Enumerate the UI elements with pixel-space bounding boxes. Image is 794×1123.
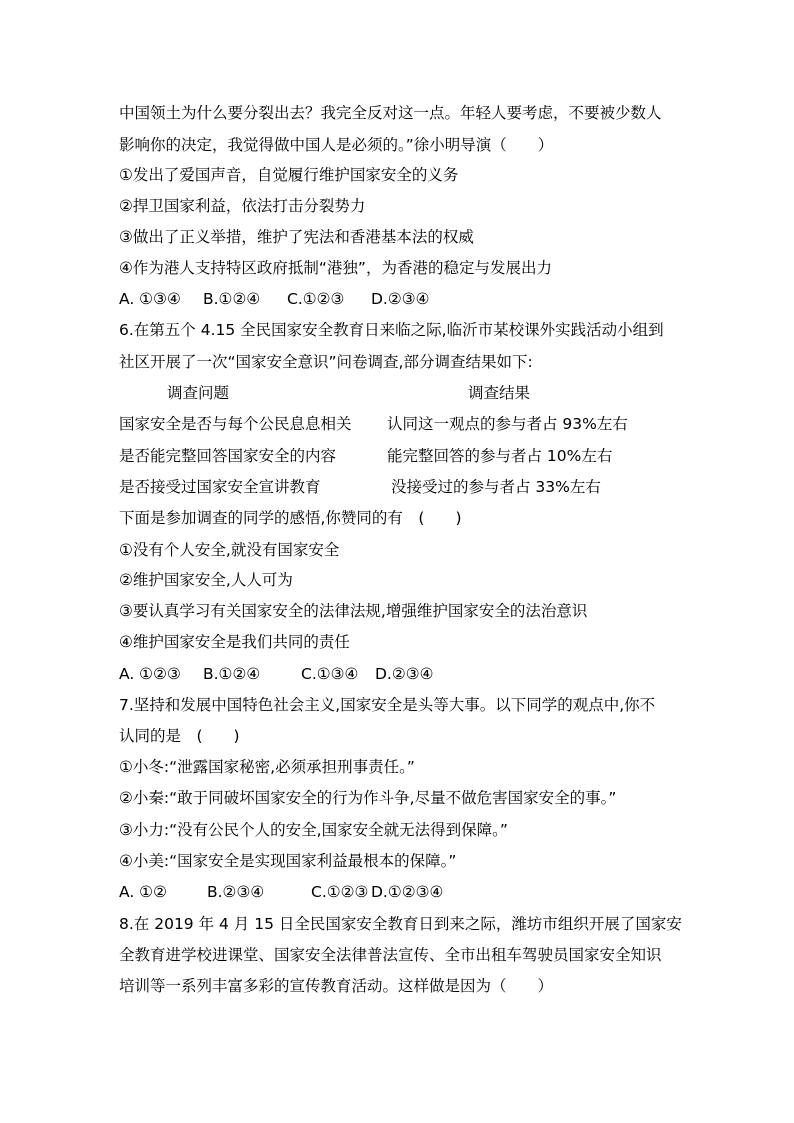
q7-option-b[interactable]: B.②③④ <box>207 883 265 901</box>
q5-text-line-2: 影响你的决定，我觉得做中国人是必须的。”徐小明导演（ ） <box>119 136 554 154</box>
survey-row-result: 能完整回答的参与者占 10%左右 <box>387 447 613 465</box>
q5-option-a[interactable]: A. ①③④ <box>119 290 181 308</box>
q6-options <box>119 664 434 684</box>
survey-row-result: 没接受过的参与者占 33%左右 <box>391 478 601 496</box>
q7-statement-1: ①小冬:“泄露国家秘密,必须承担刑事责任。” <box>119 758 415 776</box>
q6-option-b[interactable]: B.①②④ <box>203 665 261 683</box>
q6-option-a[interactable]: A. ①②③ <box>119 665 181 683</box>
q6-option-c[interactable]: C.①③④ <box>301 665 359 683</box>
q5-text-line-1: 中国领土为什么要分裂出去？我完全反对这一点。年轻人要考虑，不要被少数人 <box>119 104 662 122</box>
q6-statement-2: ②维护国家安全,人人可为 <box>119 571 293 589</box>
q5-statement-3: ③做出了正义举措，维护了宪法和香港基本法的权威 <box>119 228 474 246</box>
q7-statement-4: ④小美:“国家安全是实现国家利益最根本的保障。” <box>119 852 457 870</box>
q5-option-b[interactable]: B.①②④ <box>203 290 261 308</box>
q6-prompt: 下面是参加调查的同学的感悟,你赞同的有 ( ) <box>119 509 462 527</box>
q7-options <box>119 882 443 902</box>
q5-option-d[interactable]: D.②③④ <box>371 290 430 308</box>
q6-text-line-2: 社区开展了一次“国家安全意识”问卷调查,部分调查结果如下: <box>119 353 533 371</box>
q6-statement-3: ③要认真学习有关国家安全的法律法规,增强维护国家安全的法治意识 <box>119 602 588 620</box>
q7-text-line-2: 认同的是 ( ) <box>119 727 240 745</box>
q6-statement-4: ④维护国家安全是我们共同的责任 <box>119 633 350 651</box>
q5-statement-4: ④作为港人支持特区政府抵制“港独”，为香港的稳定与发展出力 <box>119 259 552 277</box>
q5-statement-1: ①发出了爱国声音，自觉履行维护国家安全的义务 <box>119 166 459 184</box>
q7-option-a[interactable]: A. ①② <box>119 883 167 901</box>
q5-option-c[interactable]: C.①②③ <box>287 290 345 308</box>
q5-options <box>119 289 430 309</box>
survey-row-result: 认同这一观点的参与者占 93%左右 <box>387 415 628 433</box>
q6-option-d[interactable]: D.②③④ <box>375 665 434 683</box>
q6-statement-1: ①没有个人安全,就没有国家安全 <box>119 541 340 559</box>
q6-text-line-1: 6.在第五个 4.15 全民国家安全教育日来临之际,临沂市某校课外实践活动小组到 <box>119 321 664 339</box>
q5-statement-2: ②捍卫国家利益，依法打击分裂势力 <box>119 197 366 215</box>
q7-option-c[interactable]: C.①②③ <box>311 883 369 901</box>
survey-row-question: 是否能完整回答国家安全的内容 <box>119 447 337 465</box>
q7-text-line-1: 7.坚持和发展中国特色社会主义,国家安全是头等大事。以下同学的观点中,你不 <box>119 696 656 714</box>
survey-header-question: 调查问题 <box>167 384 230 402</box>
survey-row-question: 是否接受过国家安全宣讲教育 <box>119 478 321 496</box>
q7-statement-3: ③小力:“没有公民个人的安全,国家安全就无法得到保障。” <box>119 821 508 839</box>
q7-option-d[interactable]: D.①②③④ <box>371 883 444 901</box>
q8-text-line-2: 全教育进学校进课堂、国家安全法律普法宣传、全市出租车驾驶员国家安全知识 <box>119 946 662 964</box>
q8-text-line-1: 8.在 2019 年 4 月 15 日全民国家安全教育日到来之际，潍坊市组织开展了国家安 <box>119 915 682 933</box>
survey-row-question: 国家安全是否与每个公民息息相关 <box>119 415 352 433</box>
q7-statement-2: ②小秦:“敢于同破坏国家安全的行为作斗争,尽量不做危害国家安全的事。” <box>119 789 617 807</box>
survey-header-result: 调查结果 <box>468 384 531 402</box>
q8-text-line-3: 培训等一系列丰富多彩的宣传教育活动。这样做是因为（ ） <box>119 977 554 995</box>
